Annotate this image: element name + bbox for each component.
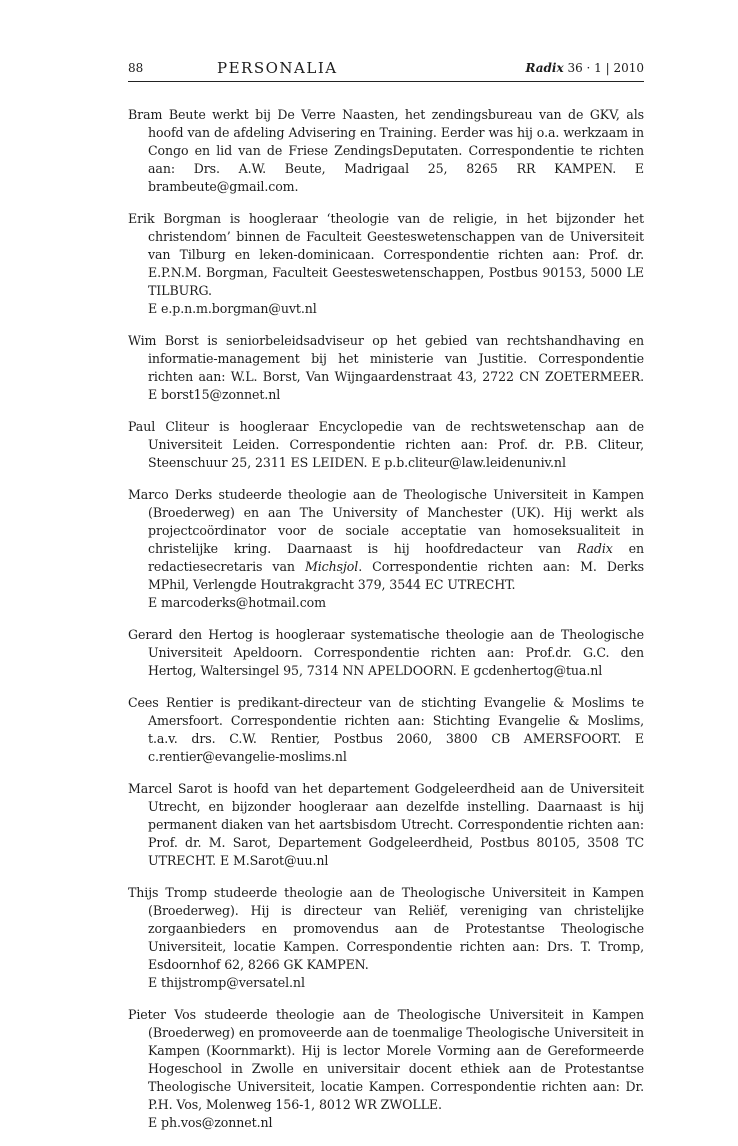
contributor-entry-borgman	[128, 210, 644, 318]
entry-text: Thijs Tromp studeerde theologie aan de Theologische Universiteit in Kampen (Broederweg). Hij is directeur van Reliëf, vereniging van christelijke zorgaanbieders en promovendus aan de Protestantse Theologische Universiteit, locatie Kampen. Correspondentie richten aan: Drs. T. Tromp, Esdoornhof 62, 8266 GK KAMPEN.	[128, 885, 644, 972]
journal-name: Radix	[525, 61, 564, 75]
entry-text: Marcel Sarot is hoofd van het departement Godgeleerdheid aan de Universiteit Utrecht, en bijzonder hoogleraar aan dezelfde instelling. Daarnaast is hij permanent diaken van het aartsbisdom Utrecht. Correspondentie richten aan: Prof. dr. M. Sarot, Departement Godgeleerdheid, Postbus 80105, 3508 TC UTRECHT. E M.Sarot@uu.nl	[128, 781, 644, 868]
entry-text: Pieter Vos studeerde theologie aan de Theologische Universiteit in Kampen (Broederweg) en promoveerde aan de toenmalige Theologische Universiteit in Kampen (Koornmarkt). Hij is lector Morele Vorming aan de Gereformeerde Hogeschool in Zwolle en universitair docent ethiek aan de Protestantse Theologische Universiteit, locatie Kampen. Correspondentie richten aan: Dr. P.H. Vos, Molenweg 156-1, 8012 WR ZWOLLE.	[128, 1007, 644, 1112]
entry-email: E ph.vos@zonnet.nl	[148, 1115, 273, 1130]
entry-text: Bram Beute werkt bij De Verre Naasten, het zendingsbureau van de GKV, als hoofd van de afdeling Advisering en Training. Eerder was hij o.a. werkzaam in Congo en lid van de Friese ZendingsDeputaten. Correspondentie te richten aan: Drs. A.W. Beute, Madrigaal 25, 8265 RR KAMPEN. E brambeute@gmail.com.	[128, 107, 644, 194]
entry-email: E thijstromp@versatel.nl	[148, 975, 305, 990]
entry-email: E marcoderks@hotmail.com	[148, 595, 326, 610]
contributor-entry-derks	[128, 486, 644, 612]
running-header	[128, 59, 644, 82]
entry-text: Paul Cliteur is hoogleraar Encyclopedie van de rechtswetenschap aan de Universiteit Leiden. Correspondentie richten aan: Prof. dr. P.B. Cliteur, Steenschuur 25, 2311 ES LEIDEN. E p.b.cliteur@law.leidenuniv.nl	[128, 419, 644, 470]
section-title: PERSONALIA	[217, 59, 338, 77]
contributor-entry-cliteur	[128, 418, 644, 472]
contributor-entry-tromp	[128, 884, 644, 992]
entry-text: Marco Derks studeerde theologie aan de Theologische Universiteit in Kampen (Broederweg) en aan The University of Manchester (UK). Hij werkt als projectcoördinator voor de sociale acceptatie van homoseksualiteit in christelijke kring. Daarnaast is hij hoofdredacteur van	[128, 487, 644, 556]
contributor-entry-vos	[128, 1006, 644, 1132]
contributor-entry-borst	[128, 332, 644, 404]
entry-email: E e.p.n.m.borgman@uvt.nl	[148, 301, 317, 316]
entry-text: Gerard den Hertog is hoogleraar systematische theologie aan de Theologische Universiteit Apeldoorn. Correspondentie richten aan: Prof.dr. G.C. den Hertog, Waltersingel 95, 7314 NN APELDOORN. E gcdenhertog@tua.nl	[128, 627, 644, 678]
contributors-list	[128, 106, 644, 1146]
entry-text: Cees Rentier is predikant-directeur van de stichting Evangelie & Moslims te Amersfoort. Correspondentie richten aan: Stichting Evangelie & Moslims, t.a.v. drs. C.W. Rentier, Postbus 2060, 3800 CB AMERSFOORT. E c.rentier@evangelie-moslims.nl	[128, 695, 644, 764]
contributor-entry-beute	[128, 106, 644, 196]
journal-title-radix: Radix	[576, 541, 613, 556]
journal-issue: 36 · 1 | 2010	[567, 61, 644, 75]
journal-reference	[525, 61, 644, 75]
contributor-entry-den-hertog	[128, 626, 644, 680]
entry-text: . Correspondentie richten aan: M. Derks MPhil, Verlengde Houtrakgracht 379, 3544 EC UTRECHT.	[148, 559, 644, 592]
page-number: 88	[128, 61, 144, 75]
contributor-entry-sarot	[128, 780, 644, 870]
entry-text: Erik Borgman is hoogleraar ‘theologie van de religie, in het bijzonder het christendom’ binnen de Faculteit Geesteswetenschappen van de Universiteit van Tilburg en leken-dominicaan. Correspondentie richten aan: Prof. dr. E.P.N.M. Borgman, Faculteit Geesteswetenschappen, Postbus 90153, 5000 LE TILBURG.	[128, 211, 644, 298]
entry-text: en redactiesecretaris van	[148, 541, 644, 574]
journal-title-michsjol: Michsjol	[304, 559, 359, 574]
contributor-entry-rentier	[128, 694, 644, 766]
entry-text: Wim Borst is seniorbeleidsadviseur op het gebied van rechtshandhaving en informatie-management bij het ministerie van Justitie. Correspondentie richten aan: W.L. Borst, Van Wijngaardenstraat 43, 2722 CN ZOETERMEER. E borst15@zonnet.nl	[128, 333, 644, 402]
